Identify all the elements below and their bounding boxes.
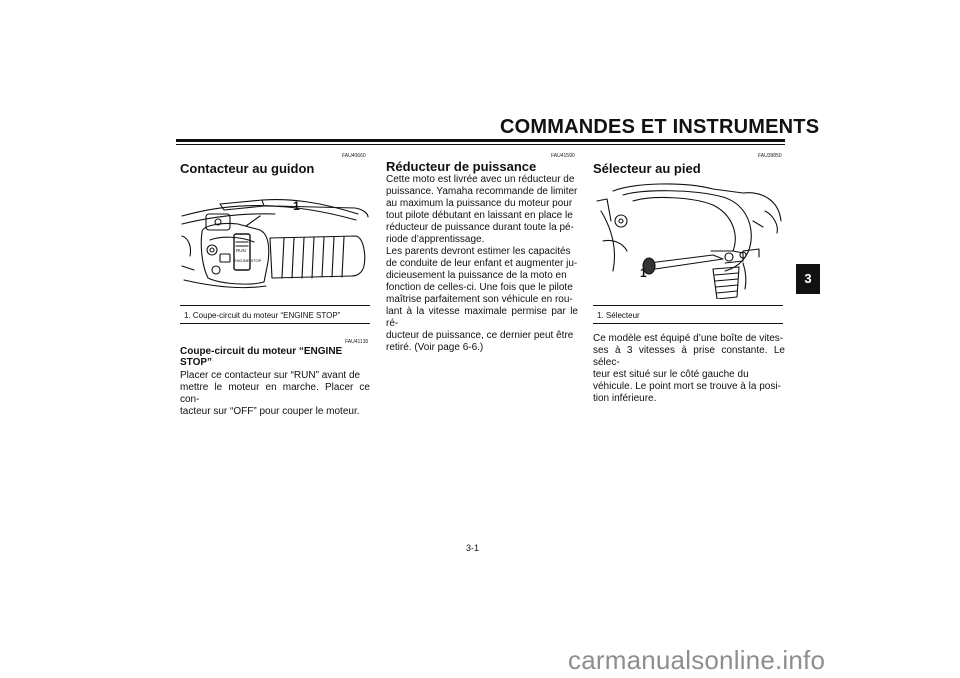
subsection-heading-engine-stop: Coupe-circuit du moteur “ENGINE STOP” [180, 346, 343, 368]
switch-label-engine-stop: ENGINE STOP [234, 258, 262, 263]
page-header-title: COMMANDES ET INSTRUMENTS [500, 116, 820, 138]
section-code: FAU41130 [345, 339, 369, 345]
callout-number: 1 [293, 199, 300, 213]
paragraph-foot-shifter: Ce modèle est équipé d’une boîte de vites- ses à 3 vitesses à prise constante. Le sélec- teur est situé sur le côté gauche du véhicule. Le point mort se trouve à la posi- tion inférieure. [593, 333, 785, 404]
section-heading-foot-shifter: Sélecteur au pied [593, 161, 701, 176]
caption-rule [180, 305, 370, 306]
section-code: FAU40660 [342, 153, 366, 159]
paragraph-power-reducer: Cette moto est livrée avec un réducteur de puissance. Yamaha recommande de limiter au maximum la puissance du moteur pour tout pilote débutant en laissant en place le réducteur de puissance durant toute la pé- riode d’apprentissage. Les parents devront estimer les capacités de conduite de leur enfant et augmenter ju- dicieusement la puissance de la moto en fonction de celles-ci. Une fois que le pilote maîtrise parfaitement son véhicule en rou- lant à la vitesse maximale permise par le ré- ducteur de puissance, ce dernier peut être retiré. (Voir page 6-6.) [386, 174, 578, 353]
section-code: FAU41590 [551, 153, 575, 159]
header-rule-thick [176, 139, 785, 142]
header-rule-thin [176, 144, 785, 145]
section-heading-handlebar-switch: Contacteur au guidon [180, 161, 315, 176]
callout-number: 1 [640, 266, 647, 280]
section-heading-power-reducer: Réducteur de puissance [386, 159, 537, 174]
figure-caption: 1. Coupe-circuit du moteur “ENGINE STOP” [184, 311, 341, 320]
shift-pedal-illustration [593, 181, 783, 299]
caption-rule [593, 323, 783, 324]
chapter-tab: 3 [796, 264, 820, 294]
paragraph-engine-stop: Placer ce contacteur sur “RUN” avant de mettre le moteur en marche. Placer ce con- tacteur sur “OFF” pour couper le moteur. [180, 370, 370, 417]
figure-caption: 1. Sélecteur [597, 311, 640, 320]
switch-label-run: RUN [236, 248, 246, 253]
caption-rule [180, 323, 370, 324]
watermark-text: carmanualsonline.info [568, 645, 826, 675]
handlebar-switch-illustration [180, 186, 370, 296]
page-number: 3-1 [466, 543, 480, 553]
section-code: FAU39850 [758, 153, 782, 159]
caption-rule [593, 305, 783, 306]
